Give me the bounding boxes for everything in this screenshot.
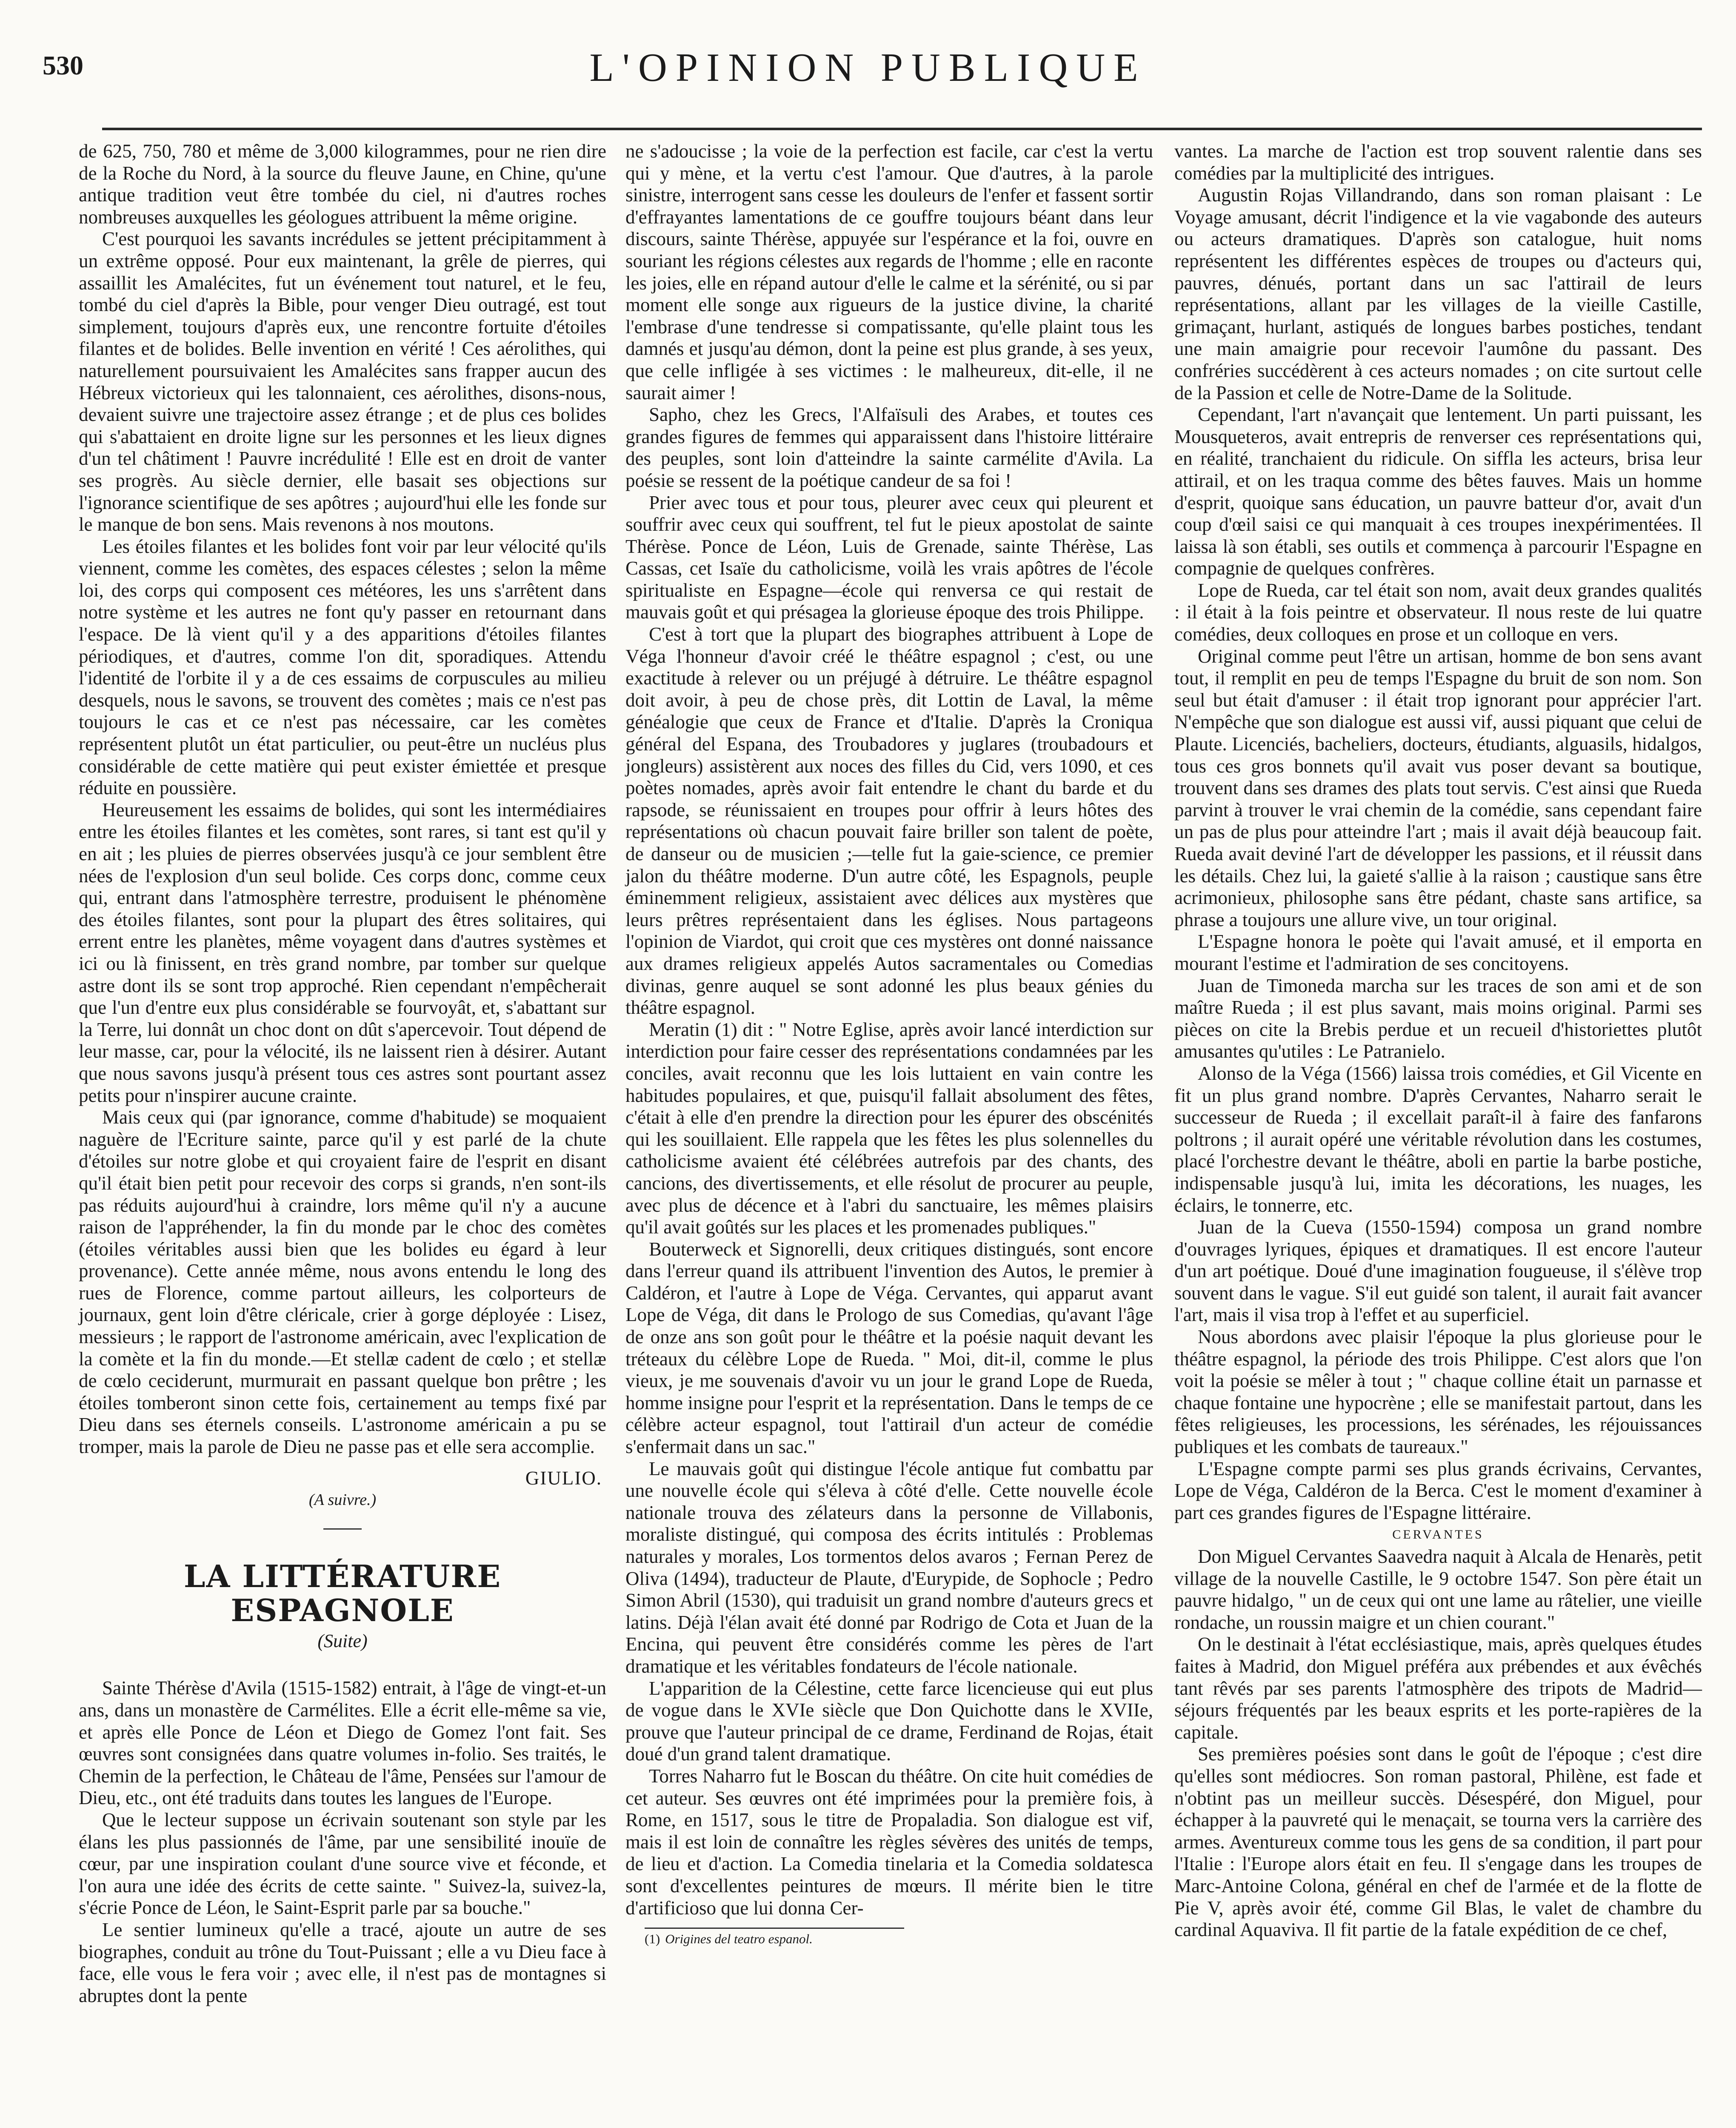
paragraph: Heureusement les essaims de bolides, qui sont les intermédiaires entre les étoiles filantes et les comètes, sont rares, si tant est qu'il y en ait ; les pluies de pierres observées jusqu'à ce jour semblent être nées de l'explosion d'un seul bolide. Ces corps donc, comme ceux qui, entrant dans l'atmosphère terrestre, produisent le phénomène des étoiles filantes, sont pour la plupart des êtres solitaires, qui errent entre les planètes, même voyagent dans d'autres systèmes et ici ou là finissent, en très grand nombre, par tomber sur quelque astre dont ils se sont trop approché. Rien cependant n'empêcherait que l'un d'entre eux plus considérable se fourvoyât, et, s'abattant sur la Terre, lui donnât un choc dont on dût s'apercevoir. Tout dépend de leur masse, car, pour la vélocité, ils ne laissent rien à désirer. Autant que nous savons jusqu'à présent tous ces astres sont pourtant assez petits pour n'inspirer aucune crainte. bbox=[79, 799, 606, 1106]
paragraph: Ses premières poésies sont dans le goût de l'époque ; c'est dire qu'elles sont médiocres. Son roman pastoral, Philène, est fade et n'obtint pas un meilleur succès. Désespéré, don Miguel, pour échapper à la pauvreté qui le menaçait, se tourna vers la carrière des armes. Aventureux comme tous les gens de sa condition, il part pour l'Italie : l'Europe alors était en feu. Il s'engage dans les troupes de Marc-Antoine Colona, général en chef de l'armée et de la flotte de Pie V, après avoir été, comme Gil Blas, le valet de chambre du cardinal Aquaviva. Il fit partie de la fatale expédition de ce chef, bbox=[1174, 1743, 1702, 1941]
paragraph: Cependant, l'art n'avançait que lentement. Un parti puissant, les Mousqueteros, avait entrepris de renverser ces représentations qui, en réalité, tranchaient du ridicule. On siffla les acteurs, brisa leur attirail, et on les traqua comme des bêtes fauves. Mais un homme d'esprit, quoique sans éducation, un pauvre batteur d'or, avait d'un coup d'œil saisi ce qui manquait à ces troupes inexpérimentées. Il laissa là son établi, ses outils et commença à parcourir l'Espagne en compagnie de quelques confrères. bbox=[1174, 404, 1702, 579]
paragraph: On le destinait à l'état ecclésiastique, mais, après quelques études faites à Madrid, don Miguel préféra aux prébendes et aux évêchés tant rêvés par ses parents l'atmosphère des tripots de Madrid—séjours fréquentés par les beaux esprits et les porte-rapières de la capitale. bbox=[1174, 1633, 1702, 1743]
paragraph: Torres Naharro fut le Boscan du théâtre. On cite huit comédies de cet auteur. Ses œuvres ont été imprimées pour la première fois, à Rome, en 1517, sous le titre de Propaladia. Son dialogue est vif, mais il est loin de connaître les règles sévères des unités de temps, de lieu et d'action. La Comedia tinelaria et la Comedia soldatesca sont d'excellentes peintures de mœurs. Il mérite bien le titre d'artificioso que lui donna Cer- bbox=[625, 1765, 1153, 1919]
paragraph: Juan de Timoneda marcha sur les traces de son ami et de son maître Rueda ; il est plus savant, mais moins original. Parmi ses pièces on cite la Brebis perdue et un recueil d'historiettes plutôt amusantes qu'utiles : Le Patranielo. bbox=[1174, 975, 1702, 1062]
section-title: LA LITTÉRATURE ESPAGNOLE bbox=[183, 1558, 502, 1628]
paragraph: L'Espagne honora le poète qui l'avait amusé, et il emporta en mourant l'estime et l'admiration de ses concitoyens. bbox=[1174, 931, 1702, 974]
paragraph: L'apparition de la Célestine, cette farce licencieuse qui eut plus de vogue dans le XVIe siècle que Don Quichotte dans le XVIIe, prouve que l'auteur principal de ce drame, Ferdinand de Rojas, était doué d'un grand talent dramatique. bbox=[625, 1677, 1153, 1765]
subsection-heading: CERVANTES bbox=[1392, 1527, 1484, 1542]
paragraph: Le mauvais goût qui distingue l'école antique fut combattu par une nouvelle école qui s'éleva à côté d'elle. Cette nouvelle école nationale trouva des zélateurs dans la personne de Villabonis, moraliste distingué, qui composa des écrits intitulés : Problemas naturales y morales, Los tormentos delos avaros ; Fernan Perez de Oliva (1494), traducteur de Plaute, d'Eurypide, de Sophocle ; Pedro Simon Abril (1530), qui traduisit un grand nombre d'auteurs grecs et latins. Déjà l'élan avait été donné par Rodrigo de Cota et Juan de la Encina, qui peuvent être considérés comme les pères de l'art dramatique et les véritables fondateurs de l'école nationale. bbox=[625, 1458, 1153, 1677]
footnote bbox=[645, 1932, 813, 1946]
journal-title: L'OPINION PUBLIQUE bbox=[589, 46, 1147, 90]
column-2 bbox=[625, 140, 1153, 1919]
paragraph: Don Miguel Cervantes Saavedra naquit à Alcala de Henarès, petit village de la nouvelle Castille, le 9 octobre 1547. Son père était un pauvre hidalgo, " un de ceux qui ont une lame au râtelier, une vieille rondache, un roussin maigre et un chien courant." bbox=[1174, 1546, 1702, 1633]
column-1 bbox=[79, 140, 606, 2007]
author-signature: GIULIO. bbox=[525, 1467, 602, 1489]
page-number: 530 bbox=[43, 50, 83, 80]
paragraph: Alonso de la Véga (1566) laissa trois comédies, et Gil Vicente en fit un plus grand nombre. D'après Cervantes, Naharro serait le successeur de Rueda ; il excellait paraît-il à faire des fanfarons poltrons ; il aurait opéré une véritable révolution dans les costumes, placé l'orchestre devant le théâtre, aboli en partie la barbe postiche, indispensable jusqu'à lui, imita les décorations, les nuages, les éclairs, le tonnerre, etc. bbox=[1174, 1062, 1702, 1216]
footnote-text: Origines del teatro espanol. bbox=[665, 1931, 813, 1946]
paragraph: Juan de la Cueva (1550-1594) composa un grand nombre d'ouvrages lyriques, épiques et dramatiques. Il est encore l'auteur d'un art poétique. Doué d'une imagination fougueuse, il s'élève trop souvent dans le vague. S'il eut guidé son talent, il aurait fait avancer l'art, mais il visa trop à l'effet et au superficiel. bbox=[1174, 1216, 1702, 1326]
paragraph: Mais ceux qui (par ignorance, comme d'habitude) se moquaient naguère de l'Ecriture sainte, parce qu'il y est parlé de la chute d'étoiles sur notre globe et qui croyaient faire de l'esprit en disant qu'il était bien petit pour recevoir des corps si grands, n'en sont-ils pas réduits aujourd'hui à craindre, lors même qu'il n'y a aucune raison de l'appréhender, la fin du monde par le choc des comètes (étoiles véritables aussi bien que les bolides eu égard à leur provenance). Cette année même, nous avons entendu le long des rues de Florence, comme partout ailleurs, les colporteurs de journaux, gent loin d'être cléricale, crier à gorge déployée : Lisez, messieurs ; le rapport de l'astronome américain, avec l'explication de la comète et la fin du monde.—Et stellæ cadent de cœlo ; et stellæ de cœlo ceciderunt, murmurait en passant quelque bon prêtre ; les étoiles tomberont sinon cette fois, certainement au temps fixé par Dieu dans ses éternels conseils. L'astronome américain a pu se tromper, mais la parole de Dieu ne passe pas et elle sera accomplie. bbox=[79, 1107, 606, 1458]
paragraph: Sapho, chez les Grecs, l'Alfaïsuli des Arabes, et toutes ces grandes figures de femmes qui apparaissent dans l'histoire littéraire des peuples, sont loin d'atteindre la sainte carmélite d'Avila. La poésie se ressent de la poétique candeur de sa foi ! bbox=[625, 404, 1153, 491]
continued-note: (A suivre.) bbox=[308, 1491, 377, 1509]
section-subtitle: (Suite) bbox=[317, 1630, 368, 1651]
paragraph: L'Espagne compte parmi ses plus grands écrivains, Cervantes, Lope de Véga, Caldéron de la Berca. C'est le moment d'examiner à part ces grandes figures de l'Espagne littéraire. bbox=[1174, 1458, 1702, 1523]
paragraph: vantes. La marche de l'action est trop souvent ralentie dans ses comédies par la multiplicité des intrigues. bbox=[1174, 140, 1702, 184]
paragraph: C'est pourquoi les savants incrédules se jettent précipitamment à un extrême opposé. Pour eux maintenant, la grêle de pierres, qui assaillit les Amalécites, fut un événement tout naturel, et le feu, tombé du ciel d'après la Bible, pour venger Dieu outragé, est tout simplement, toujours d'après eux, une rencontre fortuite d'étoiles filantes et de bolides. Belle invention en vérité ! Ces aérolithes, qui naturellement poursuivaient les Amalécites sans frapper aucun des Hébreux victorieux qui les talonnaient, ces aérolithes, disons-nous, devaient suivre une trajectoire assez étrange ; et de plus ces bolides qui s'abattaient en droite ligne sur les personnes et les lieux dignes d'un tel châtiment ! Pauvre incrédulité ! Elle est en droit de vanter ses progrès. Au siècle dernier, elle basait ses objections sur l'ignorance scientifique de ses apôtres ; aujourd'hui elle les fonde sur le manque de bon sens. Mais revenons à nos moutons. bbox=[79, 228, 606, 535]
paragraph: Bouterweck et Signorelli, deux critiques distingués, sont encore dans l'erreur quand ils attribuent l'invention des Autos, le premier à Caldéron, et l'autre à Lope de Véga. Cervantes, qui apparut avant Lope de Véga, dit dans le Prologo de sus Comedias, qu'avant l'âge de onze ans son goût pour le théâtre et la poésie naquit devant les tréteaux du célèbre Lope de Rueda. " Moi, dit-il, comme le plus vieux, je me souvenais d'avoir vu un jour le grand Lope de Rueda, homme insigne pour l'esprit et la représentation. Dans le temps de ce célèbre acteur espagnol, tout l'attirail d'un acteur de comédie s'enfermait dans un sac." bbox=[625, 1238, 1153, 1458]
paragraph: Lope de Rueda, car tel était son nom, avait deux grandes qualités : il était à la fois peintre et observateur. Il nous reste de lui quatre comédies, deux colloques en prose et un colloque en vers. bbox=[1174, 579, 1702, 645]
paragraph: ne s'adoucisse ; la voie de la perfection est facile, car c'est la vertu qui y mène, et la vertu c'est l'amour. Que d'autres, à la parole sinistre, interrogent sans cesse les douleurs de l'enfer et fassent sortir d'effrayantes lamentations de ce gouffre toujours béant dans leur discours, sainte Thérèse, appuyée sur l'espérance et la foi, ouvre en souriant les régions célestes aux regards de l'homme ; elle en raconte les joies, elle en répand autour d'elle le calme et la sérénité, ou si par moment elle songe aux rigueurs de la justice divine, la charité l'embrase d'une tendresse si compatissante, qu'elle plaint tous les damnés et jusqu'au démon, dont la peine est plus grande, à ses yeux, que celle infligée à ses victimes : le malheureux, dit-elle, il ne saurait aimer ! bbox=[625, 140, 1153, 403]
paragraph: Prier avec tous et pour tous, pleurer avec ceux qui pleurent et souffrir avec ceux qui souffrent, tel fut le pieux apostolat de sainte Thérèse. Ponce de Léon, Luis de Grenade, sainte Thérèse, Las Cassas, cet Isaïe du catholicisme, voilà les vrais apôtres de l'école spiritualiste en Espagne—école qui renversa ce qui restait de mauvais goût et qui présagea la glorieuse époque des trois Philippe. bbox=[625, 492, 1153, 623]
paragraph: Les étoiles filantes et les bolides font voir par leur vélocité qu'ils viennent, comme les comètes, des espaces célestes ; selon la même loi, des corps qui composent ces météores, les uns s'arrêtent dans notre système et les autres ne font qu'y passer en retournant dans l'espace. De là vient qu'il y a des apparitions d'étoiles filantes périodiques, et d'autres, comme l'on dit, sporadiques. Attendu l'identité de l'orbite il y a de ces essaims de corpuscules au milieu desquels, nous le savons, se trouvent des comètes ; mais ce n'est pas toujours le cas et ce n'est pas nécessaire, car les comètes représentent plutôt un état particulier, ou peut-être un nucléus plus considérable de cette matière qui peut exister émiettée et presque réduite en poussière. bbox=[79, 535, 606, 799]
paragraph: Sainte Thérèse d'Avila (1515-1582) entrait, à l'âge de vingt-et-un ans, dans un monastère de Carmélites. Elle a écrit elle-même sa vie, et après elle Ponce de Léon et Diego de Gomez l'ont fait. Ses œuvres sont consignées dans quatre volumes in-folio. Ses traités, le Chemin de la perfection, le Château de l'âme, Pensées sur l'amour de Dieu, etc., ont été traduits dans toutes les langues de l'Europe. bbox=[79, 1677, 606, 1809]
paragraph: Le sentier lumineux qu'elle a tracé, ajoute un autre de ses biographes, conduit au trône du Tout-Puissant ; elle a vu Dieu face à face, elle vous le fera voir ; avec elle, il n'est pas de montagnes si abruptes dont la pente bbox=[79, 1919, 606, 2006]
paragraph: Nous abordons avec plaisir l'époque la plus glorieuse pour le théâtre espagnol, la période des trois Philippe. C'est alors que l'on voit la poésie se mêler à tout ; " chaque colline était un parnasse et chaque fontaine une hypocrène ; elle se manifestait partout, dans les fêtes religieuses, les processions, les sérénades, les réjouissances publiques et les combats de taureaux." bbox=[1174, 1326, 1702, 1458]
footnote-rule bbox=[645, 1928, 904, 1929]
footnote-call: (1) bbox=[645, 1931, 660, 1946]
paragraph: de 625, 750, 780 et même de 3,000 kilogrammes, pour ne rien dire de la Roche du Nord, à la source du fleuve Jaune, en Chine, qu'une antique tradition veut être tombée du ciel, ni d'autres roches nombreuses auxquelles les géologues attribuent la même origine. bbox=[79, 140, 606, 228]
header-rule bbox=[102, 128, 1702, 130]
paragraph: Que le lecteur suppose un écrivain soutenant son style par les élans les plus passionnés de l'âme, par une sensibilité inouïe de cœur, par une inspiration coulant d'une source vive et féconde, et l'on aura une idée des écrits de cette sainte. " Suivez-la, suivez-la, s'écrie Ponce de Léon, le Saint-Esprit parle par sa bouche." bbox=[79, 1809, 606, 1919]
section-separator bbox=[323, 1528, 362, 1530]
paragraph: Augustin Rojas Villandrando, dans son roman plaisant : Le Voyage amusant, décrit l'indigence et la vie vagabonde des auteurs ou acteurs dramatiques. D'après son catalogue, huit noms représentent les différentes espèces de troupes ou d'acteurs qui, pauvres, dénués, portant dans un sac l'attirail de leurs représentations, allant par les villages de la vieille Castille, grimaçant, hurlant, astiqués de longues barbes postiches, tendant une main amaigrie pour recevoir l'aumône du passant. Des confréries succédèrent à ces acteurs nomades ; on cite surtout celle de la Passion et celle de Notre-Dame de la Solitude. bbox=[1174, 184, 1702, 403]
paragraph: C'est à tort que la plupart des biographes attribuent à Lope de Véga l'honneur d'avoir créé le théâtre espagnol ; c'est, ou une exactitude à relever ou un préjugé à détruire. Le théâtre espagnol doit avoir, à peu de chose près, dit Lottin de Laval, la même généalogie que ceux de France et d'Italie. D'après la Croniqua général del Espana, des Troubadores y juglares (troubadours et jongleurs) assistèrent aux noces des filles du Cid, vers 1090, et ces poètes nomades, après avoir fait entendre le chant du barde et du rapsode, se réunissaient en troupes pour offrir à leurs hôtes des représentations où chacun pouvait faire briller son talent de poète, de danseur ou de musicien ;—telle fut la gaie-science, ce premier jalon du théâtre moderne. D'un autre côté, les Espagnols, peuple éminemment religieux, assistaient avec délices aux mystères que leurs prêtres représentaient dans les églises. Nous partageons l'opinion de Viardot, qui croit que ces mystères ont donné naissance aux drames religieux appelés Autos sacramentales ou Comedias divinas, genre auquel se sont adonné les plus beaux génies du théâtre espagnol. bbox=[625, 624, 1153, 1018]
column-3 bbox=[1174, 140, 1702, 1941]
paragraph: Original comme peut l'être un artisan, homme de bon sens avant tout, il remplit en peu de temps l'Espagne du bruit de son nom. Son seul but était d'amuser : il était trop ignorant pour apprécier l'art. N'empêche que son dialogue est aussi vif, aussi piquant que celui de Plaute. Licenciés, bacheliers, docteurs, étudiants, alguasils, hidalgos, tous ces gros bonnets qu'il avait vus poser devant sa boutique, trouvent dans ses drames des plats tout servis. C'est ainsi que Rueda parvint à trouver le vrai chemin de la comédie, sans cependant faire un pas de plus pour atteindre l'art ; mais il avait déjà beaucoup fait. Rueda avait deviné l'art de développer les passions, et il réussit dans les détails. Chez lui, la gaieté s'allie à la raison ; caustique sans être acrimonieux, philosophe sans être pédant, chaste sans artifice, sa phrase a toujours une allure vive, un tour original. bbox=[1174, 645, 1702, 930]
paragraph: Meratin (1) dit : " Notre Eglise, après avoir lancé interdiction sur interdiction pour faire cesser des représentations condamnées par les conciles, avait reconnu que les lois luttaient en vain contre les habitudes populaires, et que, puisqu'il fallait absolument des fêtes, c'était à elle d'en prendre la direction pour les épurer des obscénités qui les souillaient. Elle rappela que les fêtes les plus solennelles du catholicisme avaient été célébrées autrefois par des chants, des cancions, des divertissements, et elle résolut de procurer au peuple, avec plus de décence et à l'abri du sanctuaire, les mêmes plaisirs qu'il avait goûtés sur les places et les promenades publiques." bbox=[625, 1018, 1153, 1238]
page-header bbox=[43, 45, 1693, 92]
